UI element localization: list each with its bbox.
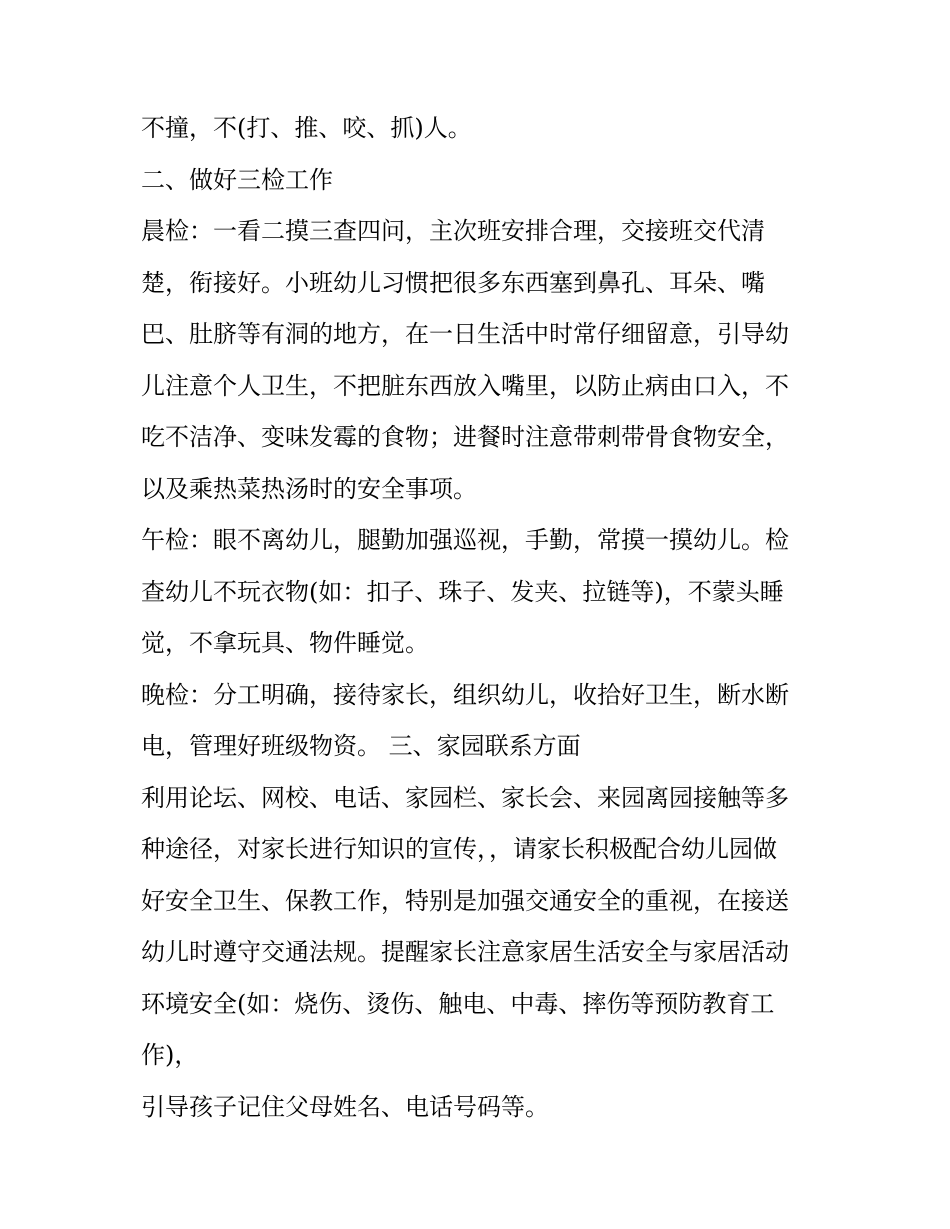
text-line: 不撞，不(打、推、咬、抓)人。	[141, 114, 472, 142]
text-line: 幼儿时遵守交通法规。提醒家长注意家居生活安全与家居活动	[141, 938, 789, 966]
text-line: 觉，不拿玩具、物件睡觉。	[141, 629, 429, 657]
text-line: 利用论坛、网校、电话、家园栏、家长会、来园离园接触等多	[141, 783, 789, 812]
text-line: 电，管理好班级物资。 三、家园联系方面	[141, 732, 581, 760]
text-line: 吃不洁净、变味发霉的食物；进餐时注意带刺带骨食物安全，	[141, 423, 789, 451]
text-line: 儿注意个人卫生，不把脏东西放入嘴里，以防止病由口入，不	[141, 371, 789, 400]
text-line: 楚，衔接好。小班幼儿习惯把很多东西塞到鼻孔、耳朵、嘴	[141, 268, 765, 297]
text-line: 作)，	[141, 1041, 199, 1069]
section-heading: 二、做好三检工作	[141, 165, 333, 194]
text-line: 晨检：一看二摸三查四问，主次班安排合理，交接班交代清	[141, 217, 765, 245]
text-line: 环境安全(如：烧伤、烫伤、触电、中毒、摔伤等预防教育工	[141, 989, 775, 1018]
text-line: 引导孩子记住父母姓名、电话号码等。	[141, 1092, 549, 1121]
text-line: 种途径，对家长进行知识的宣传，，请家长积极配合幼儿园做	[141, 835, 777, 863]
text-line: 查幼儿不玩衣物(如：扣子、珠子、发夹、拉链等)，不蒙头睡	[141, 577, 784, 606]
text-line: 晚检：分工明确，接待家长，组织幼儿，收拾好卫生，断水断	[141, 680, 789, 709]
text-line: 巴、肚脐等有洞的地方，在一日生活中时常仔细留意，引导幼	[141, 320, 789, 348]
text-line: 以及乘热菜热汤时的安全事项。	[141, 474, 477, 503]
text-line: 好安全卫生、保教工作，特别是加强交通安全的重视，在接送	[141, 886, 789, 915]
text-line: 午检：眼不离幼儿，腿勤加强巡视，手勤，常摸一摸幼儿。检	[141, 526, 789, 554]
document-body	[141, 103, 821, 1133]
